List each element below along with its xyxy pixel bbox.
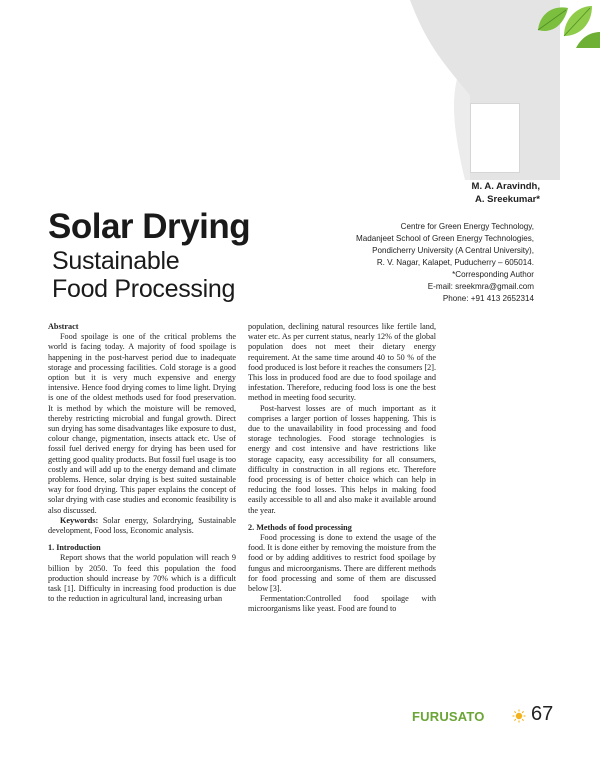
paragraph: Post-harvest losses are of much important as it comprises a larger portion of losses happening. This is due to the unavailability in food processing and food storage technologies. Food storage technologies is energy and cost intensive and have restrictions like storage capacity, easy accessibility for all consumers, difficulty in construction in all regions etc. Therefore food processing is of better choice which can help in reducing the food losses. This helps in making food easily accessible to all and also make it available around the year. <box>248 403 436 515</box>
section-heading: 2. Methods of food processing <box>248 522 352 532</box>
introduction-text: Report shows that the world population will reach 9 billion by 2050. To feed this population the food production should increase by 70% which is a difficult task [1]. Difficulty in increasing food production is due to the reduction in agricultural land, increasing urban <box>48 553 236 604</box>
email-line: E-mail: sreekmra@gmail.com <box>427 282 534 291</box>
leaf-decoration-icon <box>530 0 600 50</box>
affiliation-block <box>300 221 534 305</box>
paragraph: Food processing is done to extend the usage of the food. It is done either by removing the moisture from the food or by adding additives to restrict food spoilage by fungus and microorganisms. There are different methods for food processing and some of them are discussed below [3]. <box>248 533 436 594</box>
introduction-heading: 1. Introduction <box>48 543 101 553</box>
affiliation-line: Madanjeet School of Green Energy Technologies, <box>355 234 534 243</box>
abstract-heading: Abstract <box>48 322 79 331</box>
affiliation-line: R. V. Nagar, Kalapet, Puducherry – 605014. <box>376 258 534 267</box>
author-name: M. A. Aravindh, <box>471 181 540 192</box>
phone-line: Phone: +91 413 2652314 <box>442 294 534 303</box>
affiliation-line: Pondicherry University (A Central University), <box>372 246 534 255</box>
left-column <box>48 322 236 604</box>
magazine-brand: FURUSATO <box>412 709 485 724</box>
sun-logo-icon <box>512 709 526 723</box>
article-subtitle: Sustainable Food Processing <box>52 247 236 303</box>
abstract-text: Food spoilage is one of the critical problems the world is facing today. A majority of food spoilage is happening in the post-harvest period due to inadequate storage and processing facilities. Cold storage is a good option but it is very much expensive and energy intensive. Hence food drying comes to lime light. Drying is one of the oldest methods used for food preservation. It is method by which the moisture will be removed, thereby restricting microbial and fungal growth. Direct sun drying has some disadvantages like exposure to dust, colour change, pigmentation, insects attack etc. Use of fossil fuel derived energy for drying has been used for getting good quality products. But fossil fuel usage is too costly and will add up to the energy demand and climate problems. Hence, solar drying is best suited sustainable way for food drying. This paper explains the concept of solar drying with case studies and economic feasibility is also discussed. <box>48 332 236 515</box>
corresponding-author-note: *Corresponding Author <box>452 270 534 279</box>
keywords-label: Keywords: <box>60 515 99 525</box>
keywords-text: Solar energy, Solardrying, Sustainable development, Food loss, Economic analysis. <box>48 515 236 536</box>
paragraph: population, declining natural resources like fertile land, water etc. As per current status, nearly 12% of the global population does not meet their dietary energy requirement. At the same time around 40 to 50 % of the food produced is lost before it reaches the consumers [2]. This loss in produced food are due to food spoilage and infestation. Therefore, reducing food loss is one the best method in meeting food security. <box>248 322 436 403</box>
author-name: A. Sreekumar* <box>475 194 540 205</box>
author-photo-placeholder <box>470 103 520 173</box>
keywords-line <box>48 516 236 536</box>
page-number: 67 <box>531 703 554 725</box>
right-column <box>248 322 436 615</box>
article-title: Solar Drying <box>48 207 251 246</box>
affiliation-line: Centre for Green Energy Technology, <box>400 222 534 231</box>
author-list <box>400 180 540 206</box>
paragraph: Fermentation:Controlled food spoilage with microorganisms like yeast. Food are found to <box>248 594 436 614</box>
